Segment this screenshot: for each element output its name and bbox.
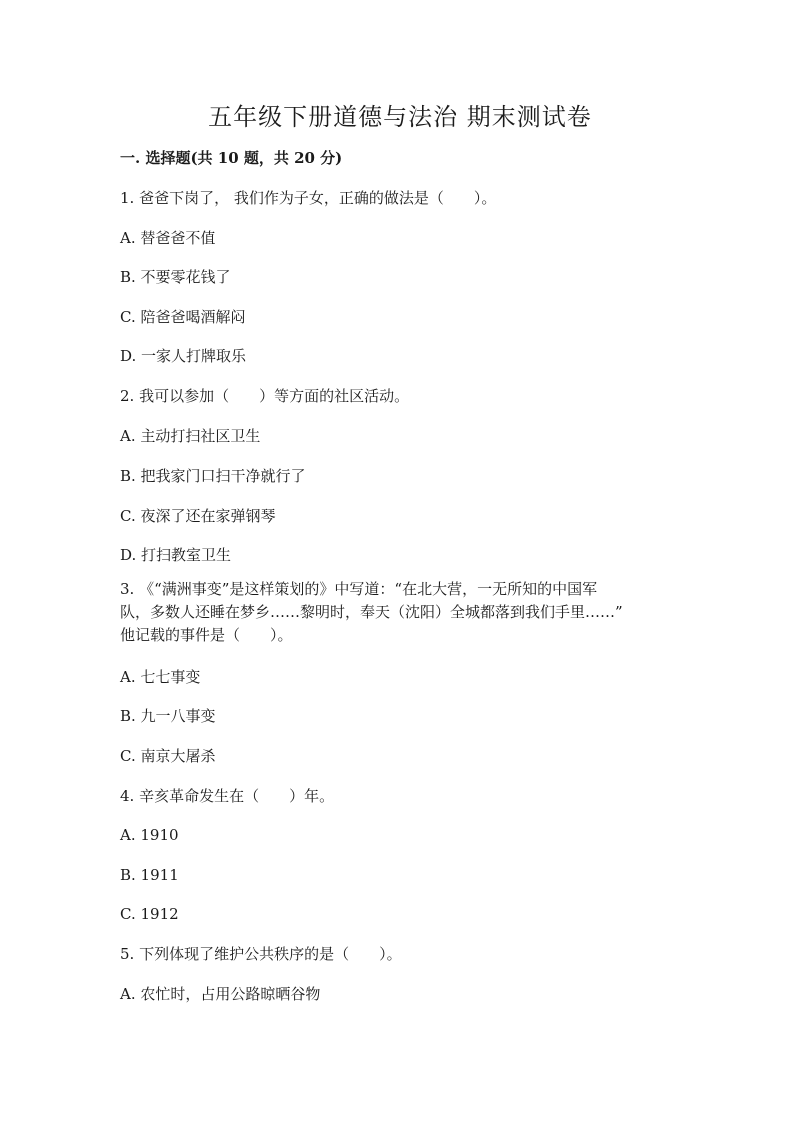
question-4-stem: 4. 辛亥革命发生在（ ）年。 [120,787,335,805]
question-3-option-a: A. 七七事变 [120,668,201,686]
question-5-option-a: A. 农忙时，占用公路晾晒谷物 [120,985,321,1003]
question-3-stem-line-1: 3. 《“满洲事变”是这样策划的》中写道：“在北大营，一无所知的中国军 [120,580,598,598]
section-heading: 一. 选择题(共 10 题，共 20 分) [120,149,343,167]
question-4-option-a: A. 1910 [120,826,179,844]
question-2-option-b: B. 把我家门口扫干净就行了 [120,467,306,485]
question-1-stem: 1. 爸爸下岗了， 我们作为子女，正确的做法是（ ）。 [120,189,497,207]
question-3-option-b: B. 九一八事变 [120,707,216,725]
question-1-option-d: D. 一家人打牌取乐 [120,347,247,365]
question-3-option-c: C. 南京大屠杀 [120,747,216,765]
page-title: 五年级下册道德与法治 期末测试卷 [208,103,592,131]
question-5-stem: 5. 下列体现了维护公共秩序的是（ ）。 [120,945,402,963]
question-4-option-b: B. 1911 [120,866,179,884]
question-3-stem [120,578,680,647]
question-2-stem: 2. 我可以参加（ ）等方面的社区活动。 [120,387,410,405]
question-2-option-c: C. 夜深了还在家弹钢琴 [120,507,276,525]
question-1-option-b: B. 不要零花钱了 [120,268,231,286]
question-2-option-d: D. 打扫教室卫生 [120,546,232,564]
question-3-stem-line-2: 队，多数人还睡在梦乡……黎明时，奉天（沈阳）全城都落到我们手里……” [120,603,623,621]
question-1-option-a: A. 替爸爸不值 [120,229,216,247]
question-1-option-c: C. 陪爸爸喝酒解闷 [120,308,246,326]
question-3-stem-line-3: 他记载的事件是（ ）。 [120,626,293,644]
question-2-option-a: A. 主动打扫社区卫生 [120,427,261,445]
question-4-option-c: C. 1912 [120,905,179,923]
